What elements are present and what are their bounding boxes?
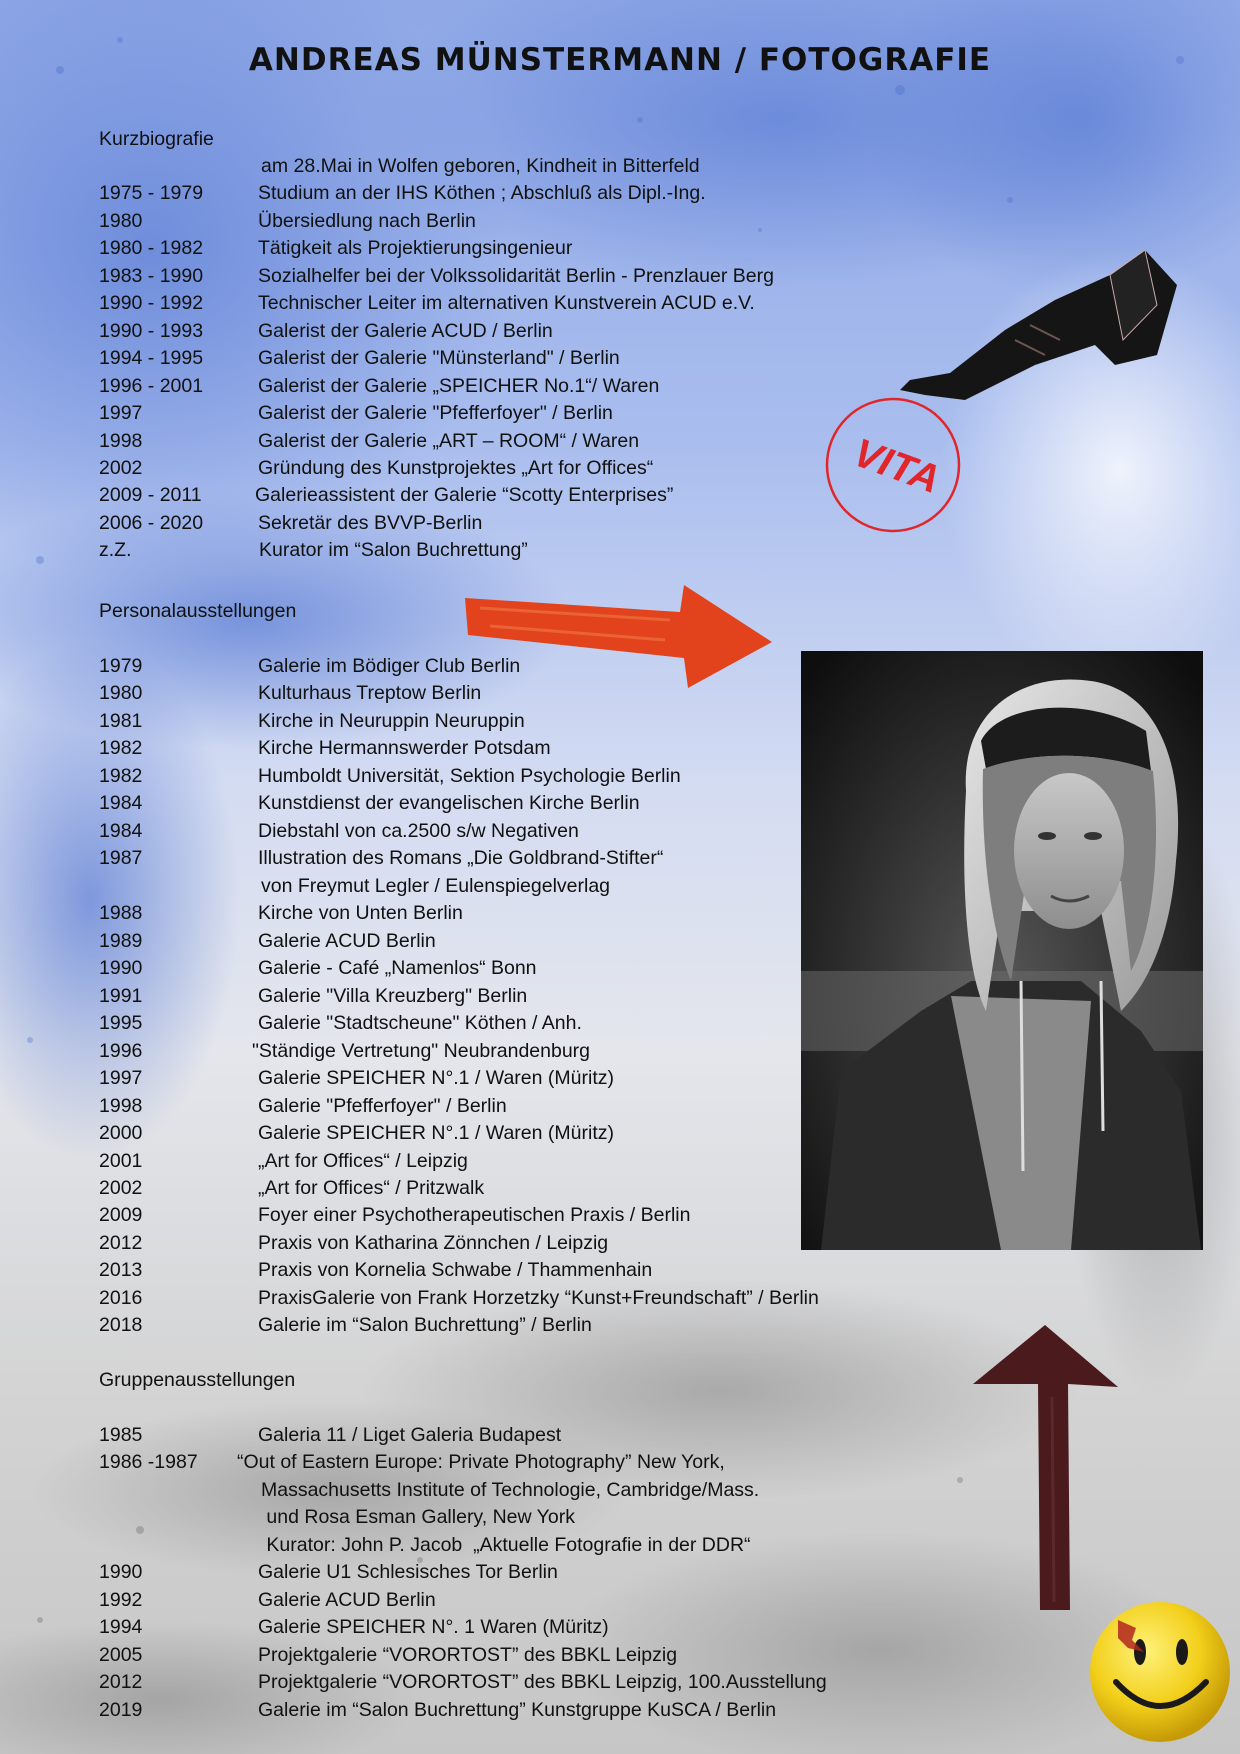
entry-text: Praxis von Kornelia Schwabe / Thammenhain [258,1259,653,1281]
entry-text: Sekretär des BVVP-Berlin [258,512,483,534]
entry-text: Galerie im “Salon Buchrettung” Kunstgruppe KuSCA / Berlin [258,1699,777,1721]
entry-text: Kulturhaus Treptow Berlin [258,682,482,704]
red-arrow-right-icon [460,580,775,690]
vita-stamp-icon [823,395,963,535]
entry-text: PraxisGalerie von Frank Horzetzky “Kunst+Freundschaft” / Berlin [258,1287,819,1309]
entry-text: Diebstahl von ca.2500 s/w Negativen [258,820,579,842]
entry-text: Galerist der Galerie ACUD / Berlin [258,320,553,342]
entry-year: 1996 [99,1040,143,1062]
entry-text: Galerie im Bödiger Club Berlin [258,655,521,677]
entry-year: 2019 [99,1699,143,1721]
entry-year: 2009 [99,1204,143,1226]
entry-text: Foyer einer Psychotherapeutischen Praxis / Berlin [258,1204,691,1226]
entry-year: 1987 [99,847,143,869]
entry-text: Galerie "Stadtscheune" Köthen / Anh. [258,1012,582,1034]
entry-year: 1988 [99,902,143,924]
entry-text: Galerist der Galerie "Münsterland" / Berlin [258,347,620,369]
entry-text: und Rosa Esman Gallery, New York [261,1506,575,1528]
entry-text: Projektgalerie “VORORTOST” des BBKL Leipzig, 100.Ausstellung [258,1671,827,1693]
entry-text: Galerie SPEICHER N°.1 / Waren (Müritz) [258,1122,614,1144]
entry-text: Studium an der IHS Köthen ; Abschluß als Dipl.-Ing. [258,182,706,204]
entry-year: 1998 [99,430,143,452]
entry-year: 2002 [99,457,143,479]
entry-text: Galerie - Café „Namenlos“ Bonn [258,957,537,979]
entry-year: 1980 [99,210,143,232]
entry-year: 1984 [99,820,143,842]
entry-text: Illustration des Romans „Die Goldbrand-Stifter“ [258,847,664,869]
entry-year: 2006 - 2020 [99,512,204,534]
entry-text: Massachusetts Institute of Technologie, Cambridge/Mass. [261,1479,760,1501]
entry-year: 2012 [99,1671,143,1693]
entry-text: Galerie im “Salon Buchrettung” / Berlin [258,1314,592,1336]
entry-year: 2018 [99,1314,143,1336]
entry-text: "Ständige Vertretung" Neubrandenburg [252,1040,591,1062]
portrait-photo [801,651,1203,1250]
entry-text: Kurator im “Salon Buchrettung” [259,539,528,561]
entry-year: 2000 [99,1122,143,1144]
entry-text: von Freymut Legler / Eulenspiegelverlag [261,875,611,897]
entry-text: Galerie SPEICHER N°.1 / Waren (Müritz) [258,1067,614,1089]
entry-text: Kurator: John P. Jacob „Aktuelle Fotografie in der DDR“ [261,1534,751,1556]
entry-text: Technischer Leiter im alternativen Kunstverein ACUD e.V. [258,292,755,314]
entry-year: 1995 [99,1012,143,1034]
group-exhibitions-heading: Gruppenausstellungen [99,1369,296,1391]
entry-text: Übersiedlung nach Berlin [258,210,476,232]
entry-year: 1985 [99,1424,143,1446]
entry-year: 2002 [99,1177,143,1199]
portrait-image [801,651,1203,1250]
entry-year: 1990 [99,957,143,979]
entry-year: 1982 [99,737,143,759]
entry-text: Galerie "Pfefferfoyer" / Berlin [258,1095,507,1117]
entry-year: 1997 [99,402,143,424]
entry-year: 1982 [99,765,143,787]
entry-year: 1991 [99,985,143,1007]
entry-text: „Art for Offices“ / Leipzig [258,1150,468,1172]
entry-year: 1996 - 2001 [99,375,204,397]
stamp-text: VITA [847,430,946,503]
entry-text: Humboldt Universität, Sektion Psychologie Berlin [258,765,681,787]
entry-text: Kirche in Neuruppin Neuruppin [258,710,525,732]
entry-text: „Art for Offices“ / Pritzwalk [258,1177,485,1199]
entry-year: 2001 [99,1150,143,1172]
entry-year: 1990 - 1992 [99,292,204,314]
entry-text: Galerie "Villa Kreuzberg" Berlin [258,985,528,1007]
entry-year: 1997 [99,1067,143,1089]
entry-text: Sozialhelfer bei der Volkssolidarität Berlin - Prenzlauer Berg [258,265,774,287]
entry-text: Praxis von Katharina Zönnchen / Leipzig [258,1232,609,1254]
entry-text: Galerist der Galerie „ART – ROOM“ / Waren [258,430,640,452]
entry-text: Galerie SPEICHER N°. 1 Waren (Müritz) [258,1616,609,1638]
entry-year: 1994 [99,1616,143,1638]
entry-text: Galeria 11 / Liget Galeria Budapest [258,1424,562,1446]
entry-text: Projektgalerie “VORORTOST” des BBKL Leipzig [258,1644,678,1666]
entry-year: 2016 [99,1287,143,1309]
entry-text: Gründung des Kunstprojektes „Art for Offices“ [258,457,654,479]
entry-year: 1980 [99,682,143,704]
entry-year: 2012 [99,1232,143,1254]
entry-year: 1998 [99,1095,143,1117]
entry-year: 2013 [99,1259,143,1281]
entry-year: 1975 - 1979 [99,182,204,204]
entry-text: Galerist der Galerie „SPEICHER No.1“/ Waren [258,375,660,397]
entry-text: “Out of Eastern Europe: Private Photography” New York, [237,1451,725,1473]
entry-text: Galerie ACUD Berlin [258,930,436,952]
entry-text: Galerie U1 Schlesisches Tor Berlin [258,1561,558,1583]
page-title: ANDREAS MÜNSTERMANN / FOTOGRAFIE [248,42,992,78]
entry-year: 1990 - 1993 [99,320,204,342]
entry-text: Tätigkeit als Projektierungsingenieur [258,237,573,259]
entry-text: Kirche Hermannswerder Potsdam [258,737,551,759]
entry-year: 1989 [99,930,143,952]
entry-text: Galerieassistent der Galerie “Scotty Enterprises” [255,484,674,506]
biography-heading: Kurzbiografie [99,128,214,150]
entry-year: 1980 - 1982 [99,237,204,259]
entry-year: 2009 - 2011 [99,484,202,506]
entry-year: 2005 [99,1644,143,1666]
entry-year: 1990 [99,1561,143,1583]
entry-text: am 28.Mai in Wolfen geboren, Kindheit in Bitterfeld [261,155,700,177]
entry-year: 1979 [99,655,143,677]
smiley-face-icon [1088,1600,1233,1745]
entry-year: 1986 -1987 [99,1451,198,1473]
entry-text: Kirche von Unten Berlin [258,902,463,924]
entry-year: 1984 [99,792,143,814]
entry-year: z.Z. [99,539,132,561]
entry-year: 1983 - 1990 [99,265,204,287]
entry-text: Kunstdienst der evangelischen Kirche Berlin [258,792,640,814]
solo-exhibitions-heading: Personalausstellungen [99,600,297,622]
entry-year: 1992 [99,1589,143,1611]
entry-year: 1994 - 1995 [99,347,204,369]
brown-arrow-up-icon [970,1322,1120,1612]
entry-year: 1981 [99,710,143,732]
entry-text: Galerist der Galerie "Pfefferfoyer" / Berlin [258,402,613,424]
entry-text: Galerie ACUD Berlin [258,1589,436,1611]
